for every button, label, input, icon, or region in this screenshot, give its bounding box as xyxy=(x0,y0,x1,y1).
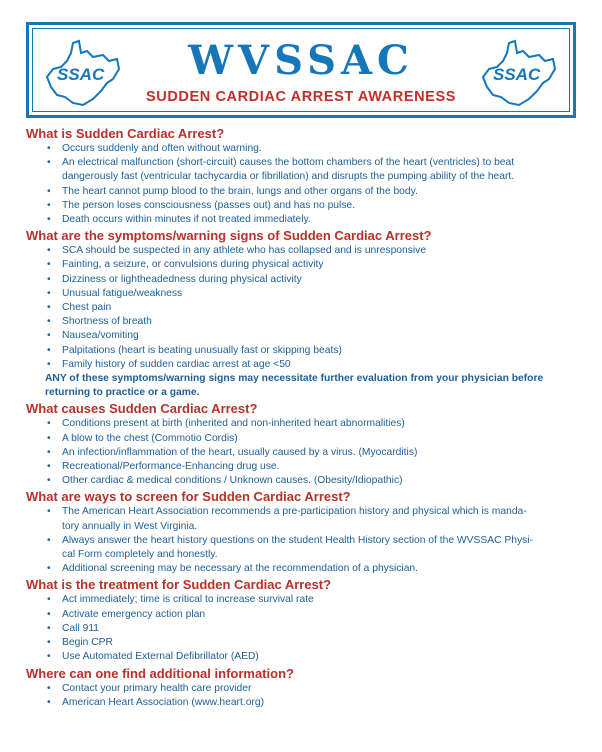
bullet-icon: • xyxy=(47,214,51,226)
list-item: • Occurs suddenly and often without warning. xyxy=(26,142,586,156)
bullet-icon: • xyxy=(47,245,51,257)
header-inner-border xyxy=(32,28,570,112)
list-item: • Nausea/vomiting xyxy=(26,329,586,343)
section-heading: What are the symptoms/warning signs of Sudden Cardiac Arrest? xyxy=(26,228,432,244)
list-item: • An infection/inflammation of the heart, usually caused by a virus. (Myocarditis) xyxy=(26,446,586,460)
list-item: • SCA should be suspected in any athlete who has collapsed and is unresponsive xyxy=(26,244,586,258)
bullet-icon: • xyxy=(47,199,51,211)
bullet-icon: • xyxy=(47,287,51,299)
list-item-continuation: cal Form completely and honestly. xyxy=(62,549,218,561)
bullet-icon: • xyxy=(47,273,51,285)
bullet-icon: • xyxy=(47,316,51,328)
bullet-icon: • xyxy=(47,608,51,620)
page-subtitle: SUDDEN CARDIAC ARREST AWARENESS xyxy=(146,89,456,105)
list-item: • Family history of sudden cardiac arrest at age <50 xyxy=(26,358,586,372)
section-causes xyxy=(26,400,586,488)
section-screening xyxy=(26,488,586,576)
bullet-icon: • xyxy=(47,696,51,708)
list-item-continuation: tory annually in West Virginia. xyxy=(62,520,198,532)
bullet-icon: • xyxy=(47,622,51,634)
list-item: • Act immediately; time is critical to increase survival rate xyxy=(26,593,586,607)
ssac-logo-text-left: SSAC xyxy=(57,65,105,84)
list-item: • An electrical malfunction (short-circuit) causes the bottom chambers of the heart (ventricles) to beat xyxy=(26,156,586,170)
bullet-list xyxy=(26,142,586,227)
bullet-icon: • xyxy=(47,594,51,606)
section-heading: Where can one find additional information? xyxy=(26,665,294,681)
list-item: • The American Heart Association recommends a pre-participation history and physical which is manda- xyxy=(26,505,586,519)
list-item-continuation: dangerously fast (ventricular tachycardia or fibrillation) and disrupts the pumping ability of the heart. xyxy=(62,171,515,183)
list-item: • The person loses consciousness (passes out) and has no pulse. xyxy=(26,199,586,213)
section-additional-info xyxy=(26,665,586,710)
bullet-list xyxy=(26,593,586,664)
ssac-logo-text-right: SSAC xyxy=(493,65,541,84)
bullet-icon: • xyxy=(47,302,51,314)
list-item: • Contact your primary health care provider xyxy=(26,682,586,696)
page-title: WVSSAC xyxy=(188,37,414,84)
bullet-icon: • xyxy=(47,475,51,487)
list-item: • Use Automated External Defibrillator (AED) xyxy=(26,650,586,664)
bullet-icon: • xyxy=(47,157,51,169)
header-banner xyxy=(26,22,576,118)
symptoms-note-line-2: returning to practice or a game. xyxy=(45,387,200,399)
symptoms-note-line-1: ANY of these symptoms/warning signs may necessitate further evaluation from your physician before xyxy=(45,373,544,385)
ssac-logo-right xyxy=(479,39,559,109)
bullet-list xyxy=(26,505,586,576)
bullet-icon: • xyxy=(47,432,51,444)
list-item: • Chest pain xyxy=(26,301,586,315)
bullet-list xyxy=(26,417,586,488)
list-item: • Shortness of breath xyxy=(26,315,586,329)
list-item: • Additional screening may be necessary at the recommendation of a physician. xyxy=(26,562,586,576)
section-heading: What causes Sudden Cardiac Arrest? xyxy=(26,401,258,417)
section-what-is-sca xyxy=(26,125,586,227)
bullet-icon: • xyxy=(47,637,51,649)
bullet-icon: • xyxy=(47,344,51,356)
bullet-icon: • xyxy=(47,682,51,694)
section-symptoms xyxy=(26,227,586,400)
section-treatment xyxy=(26,576,586,664)
bullet-icon: • xyxy=(47,185,51,197)
list-item: • Call 911 xyxy=(26,622,586,636)
bullet-icon: • xyxy=(47,461,51,473)
list-item: • Other cardiac & medical conditions / Unknown causes. (Obesity/Idiopathic) xyxy=(26,474,586,488)
bullet-icon: • xyxy=(47,259,51,271)
bullet-icon: • xyxy=(47,143,51,154)
list-item: • Death occurs within minutes if not treated immediately. xyxy=(26,213,586,227)
bullet-icon: • xyxy=(47,330,51,342)
list-item: • Activate emergency action plan xyxy=(26,608,586,622)
bullet-icon: • xyxy=(47,506,51,518)
list-item: • Palpitations (heart is beating unusually fast or skipping beats) xyxy=(26,344,586,358)
bullet-list xyxy=(26,244,586,372)
section-heading: What are ways to screen for Sudden Cardiac Arrest? xyxy=(26,489,351,505)
list-item: • Recreational/Performance-Enhancing drug use. xyxy=(26,460,586,474)
list-item: • Begin CPR xyxy=(26,636,586,650)
section-heading: What is Sudden Cardiac Arrest? xyxy=(26,126,225,141)
list-item: • Conditions present at birth (inherited and non-inherited heart abnormalities) xyxy=(26,417,586,431)
list-item: • Unusual fatigue/weakness xyxy=(26,287,586,301)
bullet-icon: • xyxy=(47,446,51,458)
list-item: • Always answer the heart history questions on the student Health History section of the WVSSAC Physi- xyxy=(26,534,586,548)
bullet-icon: • xyxy=(47,651,51,663)
bullet-icon: • xyxy=(47,534,51,546)
list-item: • American Heart Association (www.heart.org) xyxy=(26,696,586,710)
bullet-list xyxy=(26,682,586,710)
document-body xyxy=(26,125,586,710)
bullet-icon: • xyxy=(47,358,51,370)
bullet-icon: • xyxy=(47,418,51,430)
list-item: • A blow to the chest (Commotio Cordis) xyxy=(26,432,586,446)
list-item: • Fainting, a seizure, or convulsions during physical activity xyxy=(26,258,586,272)
list-item: • Dizziness or lightheadedness during physical activity xyxy=(26,273,586,287)
bullet-icon: • xyxy=(47,563,51,575)
section-heading: What is the treatment for Sudden Cardiac Arrest? xyxy=(26,577,332,593)
list-item: • The heart cannot pump blood to the brain, lungs and other organs of the body. xyxy=(26,185,586,199)
